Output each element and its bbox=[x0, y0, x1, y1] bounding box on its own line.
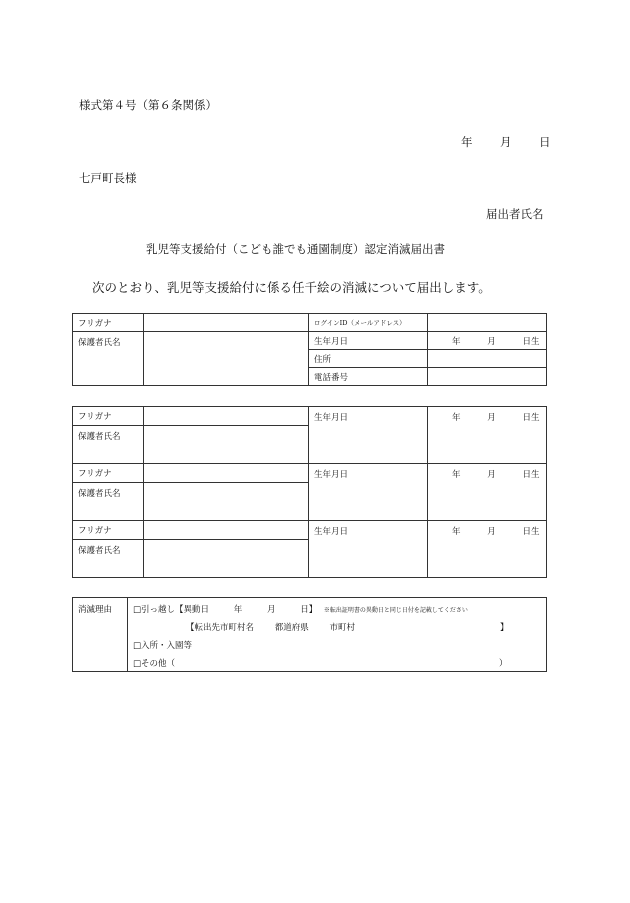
child-birthdate-label: 生年月日 bbox=[309, 521, 428, 578]
child-name-label: 保護者氏名 bbox=[73, 426, 144, 464]
address-field[interactable] bbox=[428, 350, 547, 368]
child-birthdate-field[interactable] bbox=[428, 407, 547, 464]
child-name-label: 保護者氏名 bbox=[73, 540, 144, 578]
move-checkbox-label: □引っ越し【異動日 bbox=[133, 605, 210, 615]
child-birthdate-label: 生年月日 bbox=[309, 464, 428, 521]
destination-close: 】 bbox=[500, 623, 509, 633]
child-name-field[interactable] bbox=[144, 426, 309, 464]
move-month: 月 bbox=[266, 605, 276, 615]
login-id-field[interactable] bbox=[428, 314, 547, 332]
child-birth-day: 日生 bbox=[522, 413, 540, 423]
destination-open: 【転出先市町村名 bbox=[186, 623, 255, 633]
date-day-label: 日 bbox=[539, 135, 551, 149]
child-name-label: 保護者氏名 bbox=[73, 483, 144, 521]
child-name-field[interactable] bbox=[144, 540, 309, 578]
applicant-table bbox=[72, 313, 547, 386]
reason-other-option[interactable]: □その他（ bbox=[133, 659, 176, 669]
child-birth-day: 日生 bbox=[522, 470, 540, 480]
child-furigana-label: フリガナ bbox=[73, 464, 144, 483]
addressee: 七戸町長様 bbox=[79, 171, 137, 185]
move-note: ※転出証明書の異動日と同じ日付を記載してください bbox=[323, 607, 468, 614]
move-year: 年 bbox=[233, 605, 243, 615]
reason-label: 消滅理由 bbox=[73, 598, 128, 672]
birth-year: 年 bbox=[452, 336, 461, 347]
phone-field[interactable] bbox=[428, 368, 547, 386]
login-id-label: ログインID（メールアドレス） bbox=[309, 314, 428, 332]
child-birth-month: 月 bbox=[487, 413, 496, 423]
child-birth-year: 年 bbox=[452, 413, 461, 423]
child-birthdate-label: 生年月日 bbox=[309, 407, 428, 464]
date-year-label: 年 bbox=[461, 135, 473, 149]
document-title: 乳児等支援給付（こども誰でも通園制度）認定消滅届出書 bbox=[146, 242, 445, 256]
child-furigana-label: フリガナ bbox=[73, 521, 144, 540]
move-day: 日】 bbox=[300, 605, 318, 615]
birthdate-label: 生年月日 bbox=[309, 332, 428, 350]
reason-destination[interactable] bbox=[186, 621, 355, 633]
child-furigana-field[interactable] bbox=[144, 521, 309, 540]
furigana-label: フリガナ bbox=[73, 314, 144, 332]
child-furigana-field[interactable] bbox=[144, 407, 309, 426]
guardian-name-label: 保護者氏名 bbox=[73, 332, 144, 386]
birth-month: 月 bbox=[487, 336, 496, 347]
children-table bbox=[72, 406, 547, 578]
destination-city: 市町村 bbox=[329, 623, 355, 633]
notifier-name-label: 届出者氏名 bbox=[486, 207, 544, 221]
form-number: 様式第４号（第６条関係） bbox=[79, 98, 217, 112]
child-furigana-label: フリガナ bbox=[73, 407, 144, 426]
furigana-field[interactable] bbox=[144, 314, 309, 332]
child-birth-month: 月 bbox=[487, 527, 496, 537]
child-birth-month: 月 bbox=[487, 470, 496, 480]
intro-text: 次のとおり、乳児等支援給付に係る任千絵の消滅について届出します。 bbox=[92, 280, 491, 295]
guardian-name-field[interactable] bbox=[144, 332, 309, 386]
birth-day: 日生 bbox=[522, 336, 540, 347]
address-label: 住所 bbox=[309, 350, 428, 368]
child-birth-year: 年 bbox=[452, 470, 461, 480]
date-month-label: 月 bbox=[500, 135, 512, 149]
child-furigana-field[interactable] bbox=[144, 464, 309, 483]
birthdate-field[interactable] bbox=[428, 332, 547, 350]
child-birth-day: 日生 bbox=[522, 527, 540, 537]
destination-prefecture: 都道府県 bbox=[274, 623, 309, 633]
reason-move-option[interactable] bbox=[133, 603, 468, 615]
child-birthdate-field[interactable] bbox=[428, 464, 547, 521]
child-birthdate-field[interactable] bbox=[428, 521, 547, 578]
child-name-field[interactable] bbox=[144, 483, 309, 521]
reason-other-close: ） bbox=[499, 659, 508, 669]
child-birth-year: 年 bbox=[452, 527, 461, 537]
reason-admission-option[interactable]: □入所・入園等 bbox=[133, 641, 193, 651]
phone-label: 電話番号 bbox=[309, 368, 428, 386]
